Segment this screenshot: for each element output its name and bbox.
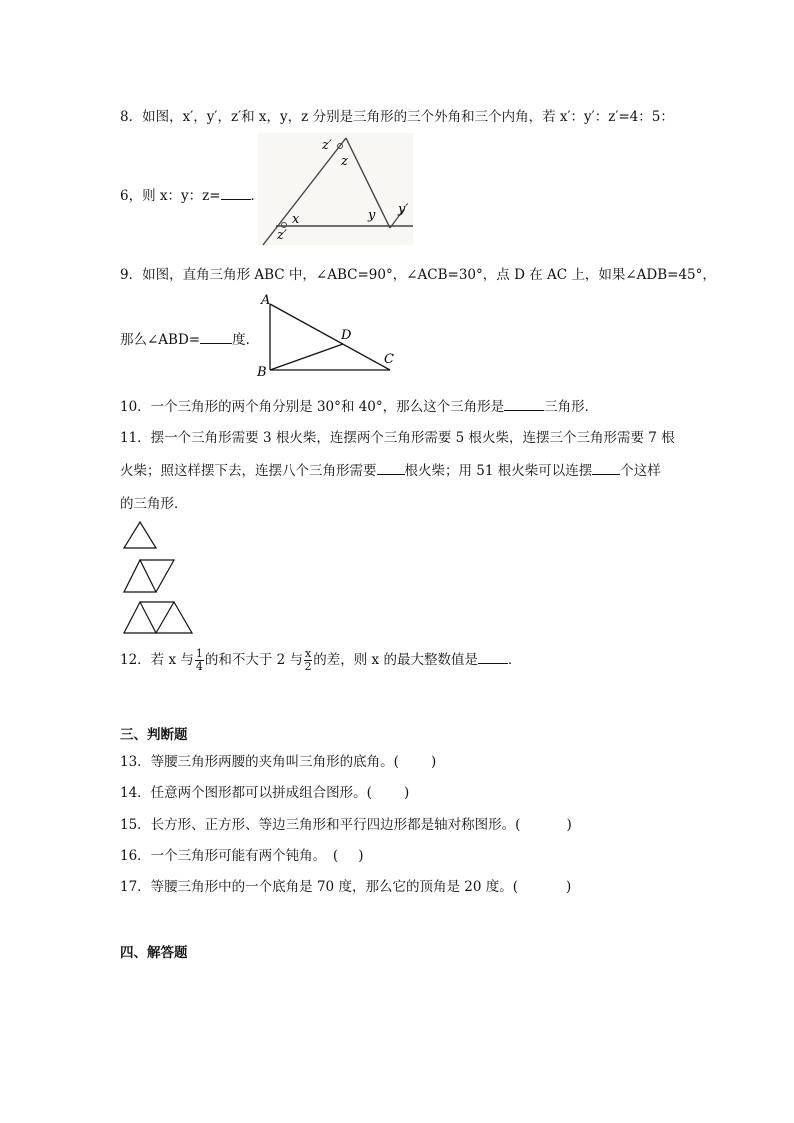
q11-line2-a: 火柴；照这样摆下去，连摆八个三角形需要 [120,463,377,479]
q9-label-B: B [257,365,267,380]
q10-post: 三角形． [544,399,599,415]
q11-line2-c: 个这样 [620,463,661,479]
q8-label-z-in: z [341,154,348,169]
q11-line2-b: 根火柴；用 51 根火柴可以连摆 [404,463,593,479]
q8-answer-blank[interactable] [221,185,251,200]
q16-line: 16．一个三角形可能有两个钝角。 ( ) [120,848,364,864]
q8-label-x-out: z′ [277,228,287,243]
q11-answer-blank-2[interactable] [592,460,620,475]
q8-label-z-out: z′ [322,138,332,153]
q17-line: 17．等腰三角形中的一个底角是 70 度，那么它的顶角是 20 度。( ) [120,879,572,895]
q12-fraction-1: $\frac{1}{4}$ [195,647,203,673]
section3-title: 三、判断题 [120,727,188,743]
q12-fraction-2: $\frac{x}{2}$ [304,647,312,673]
q15-line: 15．长方形、正方形、等边三角形和平行四边形都是轴对称图形。( ) [120,817,572,833]
q11-line3: 的三角形． [120,496,188,512]
q9-label-C: C [384,352,394,367]
q13-line: 13．等腰三角形两腰的夹角叫三角形的底角。( ) [120,754,437,770]
q10-pre: 10．一个三角形的两个角分别是 30°和 40°，那么这个三角形是 [120,399,505,415]
q12-mid: 的和不大于 2 与 [204,652,304,668]
q9-label-A: A [261,293,271,308]
q8-label-y-out: y′ [398,202,409,217]
q8-label-x-in: x [292,212,300,227]
q10-answer-blank[interactable] [504,396,544,411]
q8-line2-post: ． [250,188,265,204]
q9-line2 [120,328,259,348]
q12-pre: 12．若 x 与 [120,652,194,668]
q9-line1: 9．如图，直角三角形 ABC 中，∠ABC=90°，∠ACB=30°，点 D 在 AC 上，如果∠ADB=45°， [120,267,716,283]
q9-line2-post: 度． [232,332,260,348]
q12-answer-blank[interactable] [478,649,508,664]
q9-label-D: D [341,328,352,343]
q12-post: 的差，则 x 的最大整数值是 [313,652,478,668]
q14-line: 14．任意两个图形都可以拼成组合图形。( ) [120,785,410,801]
q8-line2-pre: 6，则 x：y：z= [120,188,221,204]
q9-line2-pre: 那么∠ABD= [120,332,201,348]
q8-label-y-in: y [368,208,376,223]
q11-line2 [120,459,661,479]
q8-triangle-figure [258,133,418,248]
q11-answer-blank-1[interactable] [377,460,405,475]
q9-answer-blank[interactable] [200,329,232,344]
q9-triangle-figure [255,292,405,382]
q11-line1: 11．摆一个三角形需要 3 根火柴，连摆两个三角形需要 5 根火柴，连摆三个三角形需要 7 根 [120,430,675,446]
q8-line1: 8．如图，x′，y′，z′和 x，y，z 分别是三角形的三个外角和三个内角，若 x′：y′：z′=4：5： [120,109,674,125]
q8-line2 [120,184,264,204]
q12-end: ． [507,652,522,668]
q12-line [120,648,521,673]
matchstick-triangles-figure [120,520,200,640]
section4-title: 四、解答题 [120,945,188,961]
q10-line [120,395,598,415]
